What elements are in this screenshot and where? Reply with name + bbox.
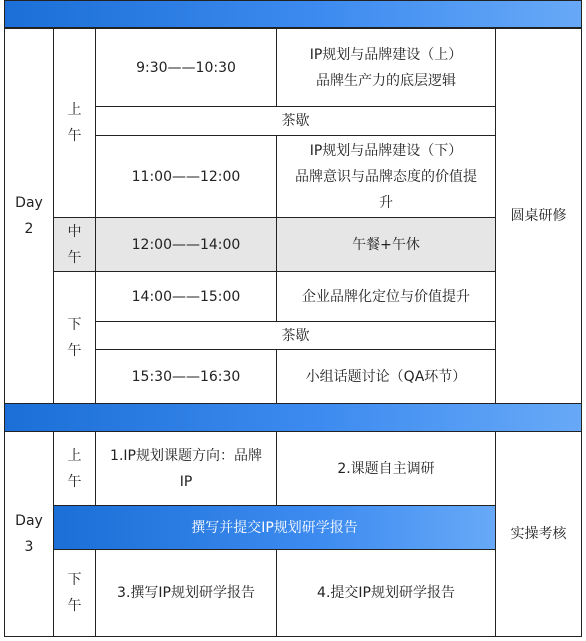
day3-afternoon-char2: 午 [67, 598, 82, 614]
day2-row3-topic-line1: IP规划与品牌建设（下） [309, 142, 463, 159]
day2-afternoon-char1: 下 [67, 316, 82, 333]
day2-method: 圆桌研修 [495, 28, 582, 404]
separator-band [4, 403, 582, 432]
day2-morning-char2: 午 [67, 128, 82, 144]
day3-morning-char1: 上 [67, 447, 82, 464]
day3-morning-right: 2.课题自主调研 [276, 431, 496, 506]
day2-row5-topic: 企业品牌化定位与价值提升 [276, 271, 496, 322]
day2-noon-char2: 午 [67, 249, 82, 266]
day3-label-line2: 3 [24, 539, 34, 555]
day2-label-line1: Day [15, 195, 43, 211]
day3-morning-left-line1: 1.IP规划课题方向：品牌 [110, 447, 262, 464]
day2-row3-topic [276, 135, 496, 218]
day2-noon-char1: 中 [67, 223, 82, 240]
day2-noon-label [53, 217, 96, 272]
day2-row3-topic-line2: 品牌意识与品牌态度的价值提 [295, 168, 477, 185]
day2-tea-break-1: 茶歇 [95, 106, 496, 136]
day3-label-line1: Day [15, 513, 43, 529]
day2-row3-topic-line3: 升 [379, 194, 393, 211]
day3-afternoon-left: 3.撰写IP规划研学报告 [95, 549, 277, 637]
day3-afternoon-right: 4.提交IP规划研学报告 [276, 549, 496, 637]
day2-row7-topic: 小组话题讨论（QA环节） [276, 349, 496, 404]
day3-label [4, 431, 54, 637]
day3-morning-left-line2: IP [179, 473, 193, 490]
day2-row5-time: 14:00——15:00 [95, 271, 277, 322]
day3-morning-left [95, 431, 277, 506]
day3-afternoon-label [53, 549, 96, 637]
day3-morning-label [53, 431, 96, 506]
header-band [4, 0, 582, 28]
day2-row1-topic [276, 28, 496, 107]
day3-afternoon-char1: 下 [67, 572, 82, 588]
day2-morning-char1: 上 [67, 102, 82, 118]
day2-row1-topic-line1: IP规划与品牌建设（上） [309, 46, 463, 63]
day3-method: 实操考核 [495, 431, 582, 637]
day2-afternoon-char2: 午 [67, 342, 82, 359]
day2-tea-break-2: 茶歇 [95, 321, 496, 350]
day3-morning-char2: 午 [67, 473, 82, 490]
day2-row3-time: 11:00——12:00 [95, 135, 277, 218]
day2-afternoon-label [53, 271, 96, 404]
day2-row1-time: 9:30——10:30 [95, 28, 277, 107]
day2-label-line2: 2 [24, 221, 34, 237]
day2-label [4, 28, 54, 404]
day3-report-banner: 撰写并提交IP规划研学报告 [53, 505, 496, 550]
day2-lunch-time: 12:00——14:00 [95, 217, 277, 272]
day2-morning-label [53, 28, 96, 218]
day2-row1-topic-line2: 品牌生产力的底层逻辑 [316, 72, 456, 89]
day2-lunch-topic: 午餐+午休 [276, 217, 496, 272]
day2-row7-time: 15:30——16:30 [95, 349, 277, 404]
